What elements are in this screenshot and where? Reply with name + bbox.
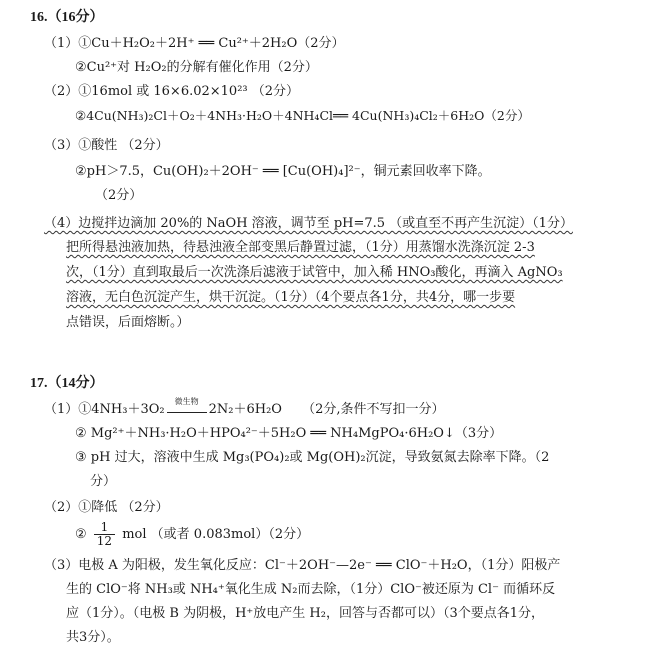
q17-1-4: 分） — [90, 474, 117, 489]
q16-4-4: 溶液，无白色沉淀产生，烘干沉淀。（1分）（4个要点各1分，共4分，哪一步要 — [66, 290, 516, 305]
fraction-numerator: 1 — [94, 521, 115, 535]
q17-1-2: ② Mg²⁺＋NH₃·H₂O＋HPO₄²⁻＋5H₂O ══ NH₄MgPO₄·6H₂O↓（3分） — [75, 426, 503, 441]
q17-3-1: （3）电极 A 为阳极，发生氧化反应：Cl⁻＋2OH⁻—2e⁻ ══ ClO⁻＋H₂O，（1分）阳极产 — [44, 558, 561, 573]
q17-1-1-reactants: （1）①4NH₃＋3O₂ — [44, 402, 165, 417]
q17-1-1-products: 2N₂＋6H₂O — [208, 402, 282, 417]
q16-3-2: ②pH＞7.5，Cu(OH)₂＋2OH⁻ ══ [Cu(OH)₄]²⁻，铜元素回收率下降。 — [75, 164, 491, 179]
q16-1-2: ②Cu²⁺对 H₂O₂的分解有催化作用（2分） — [75, 60, 318, 75]
q16-2-1: （2）①16mol 或 16×6.02×10²³ （2分） — [44, 84, 300, 99]
q17-heading: 17.（14分） — [30, 376, 104, 391]
reaction-arrow-catalyst — [167, 397, 207, 413]
q17-2-2-text: mol （或者 0.083mol）（2分） — [122, 527, 310, 542]
fraction — [94, 521, 115, 548]
q16-3-1: （3）①酸性 （2分） — [44, 138, 169, 153]
q16-4-1: （4）边搅拌边滴加 20%的 NaOH 溶液，调节至 pH=7.5 （或直至不再产生沉淀）（1分） — [44, 216, 573, 231]
q17-1-1-score: （2分,条件不写扣一分） — [302, 402, 445, 417]
fraction-denominator: 12 — [96, 534, 113, 548]
q17-1-1 — [44, 397, 445, 418]
q17-2-1: （2）①降低 （2分） — [44, 500, 169, 515]
q16-1-1: （1）①Cu＋H₂O₂＋2H⁺ ══ Cu²⁺＋2H₂O（2分） — [44, 36, 345, 51]
q16-2-2: ②4Cu(NH₃)₂Cl＋O₂＋4NH₃·H₂O＋4NH₄Cl══ 4Cu(NH₃)₄Cl₂＋6H₂O（2分） — [75, 108, 530, 123]
q17-3-3: 应（1分）。（电极 B 为阴极，H⁺放电产生 H₂，回答与否都可以）（3个要点各1分， — [66, 606, 545, 621]
q16-3-3: （2分） — [95, 188, 143, 203]
q17-3-4: 共3分）。 — [66, 630, 120, 645]
q16-4-3: 次，（1分）直到取最后一次洗涤后滤液于试管中，加入稀 HNO₃酸化，再滴入 AgNO₃ — [66, 265, 563, 280]
q16-heading: 16.（16分） — [30, 10, 104, 25]
q17-1-3: ③ pH 过大，溶液中生成 Mg₃(PO₄)₂或 Mg(OH)₂沉淀，导致氨氮去除率下降。（2 — [75, 450, 550, 465]
q16-4-2: 把所得悬浊液加热，待悬浊液全部变黑后静置过滤，（1分）用蒸馏水洗涤沉淀 2-3 — [66, 240, 535, 255]
q17-3-2: 生的 ClO⁻将 NH₃或 NH₄⁺氧化生成 N₂而去除，（1分）ClO⁻被还原为 Cl⁻ 而循环反 — [66, 582, 556, 597]
q17-2-2-index: ② — [75, 527, 87, 542]
q17-2-2 — [75, 520, 309, 550]
catalyst-label: 微生物 — [174, 397, 199, 406]
q16-4-5: 点错误，后面熔断。） — [66, 315, 190, 330]
